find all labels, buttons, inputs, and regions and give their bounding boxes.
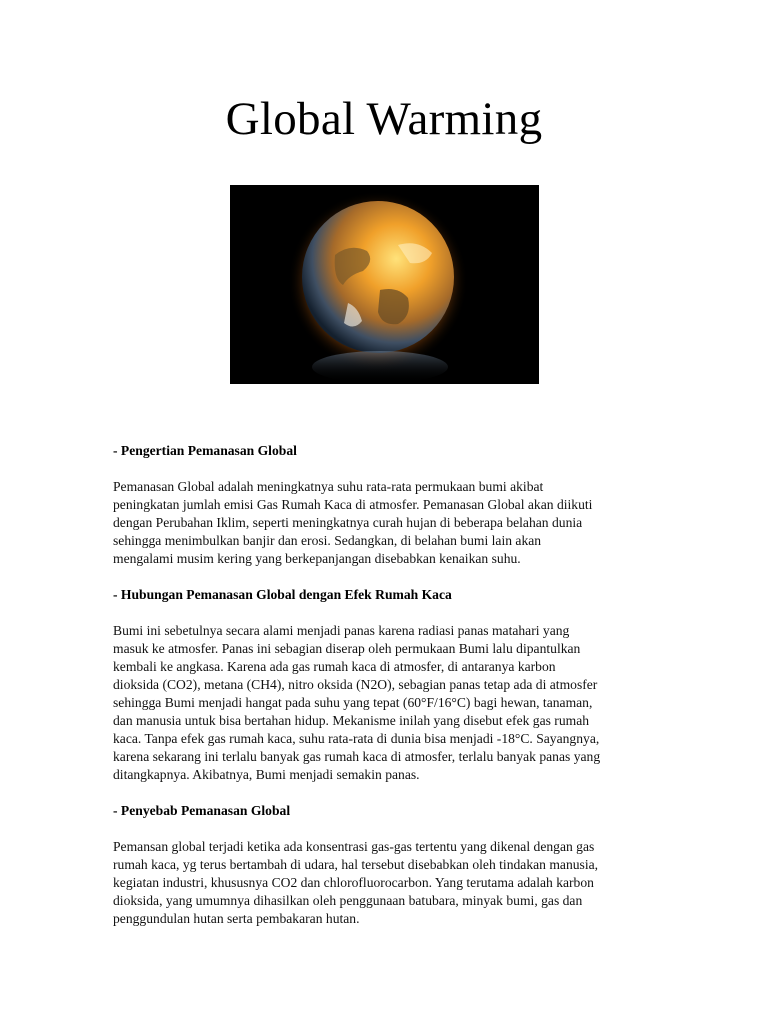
section-paragraph: Bumi ini sebetulnya secara alami menjadi panas karena radiasi panas matahari yang masuk ke atmosfer. Panas ini sebagian diserap oleh permukaan Bumi lalu dipantulkan kembali ke angkasa. Karena ada gas rumah kaca di atmosfer, di antaranya karbon dioksida (CO2), metana (CH4), nitro oksida (N2O), sebagian panas tetap ada di atmosfer sehingga Bumi menjadi hangat pada suhu yang tepat (60°F/16°C) bagi hewan, tanaman, dan manusia untuk bisa bertahan hidup. Mekanisme inilah yang disebut efek gas rumah kaca. Tanpa efek gas rumah kaca, suhu rata-rata di dunia bisa menjadi -18°C. Sayangnya, karena sekarang ini terlalu banyak gas rumah kaca di atmosfer, terlalu banyak panas yang ditangkapnya. Akibatnya, Bumi menjadi semakin panas. <box>113 623 601 782</box>
burning-earth-image <box>230 185 539 384</box>
page-title: Global Warming <box>225 93 543 145</box>
section-paragraph: Pemansan global terjadi ketika ada konsentrasi gas-gas tertentu yang dikenal dengan gas rumah kaca, yg terus bertambah di udara, hal tersebut disebabkan oleh tindakan manusia, kegiatan industri, khususnya CO2 dan chlorofluorocarbon. Yang terutama adalah karbon dioksida, yang umumnya dihasilkan oleh penggunaan batubara, minyak bumi, gas dan penggundulan hutan serta pembakaran hutan. <box>113 839 599 926</box>
document-body <box>113 442 661 946</box>
section-heading: - Hubungan Pemanasan Global dengan Efek Rumah Kaca <box>113 587 452 602</box>
globe-reflection <box>312 351 448 383</box>
section-heading: - Penyebab Pemanasan Global <box>113 803 291 818</box>
section-paragraph: Pemanasan Global adalah meningkatnya suhu rata-rata permukaan bumi akibat peningkatan jumlah emisi Gas Rumah Kaca di atmosfer. Pemanasan Global akan diikuti dengan Perubahan Iklim, seperti meningkatnya curah hujan di beberapa belahan dunia sehingga menimbulkan banjir dan erosi. Sedangkan, di belahan bumi lain akan mengalami musim kering yang berkepanjangan disebabkan kenaikan suhu. <box>113 479 593 566</box>
globe <box>302 201 454 353</box>
burning-earth-illustration <box>230 185 539 384</box>
section-heading: - Pengertian Pemanasan Global <box>113 443 297 458</box>
